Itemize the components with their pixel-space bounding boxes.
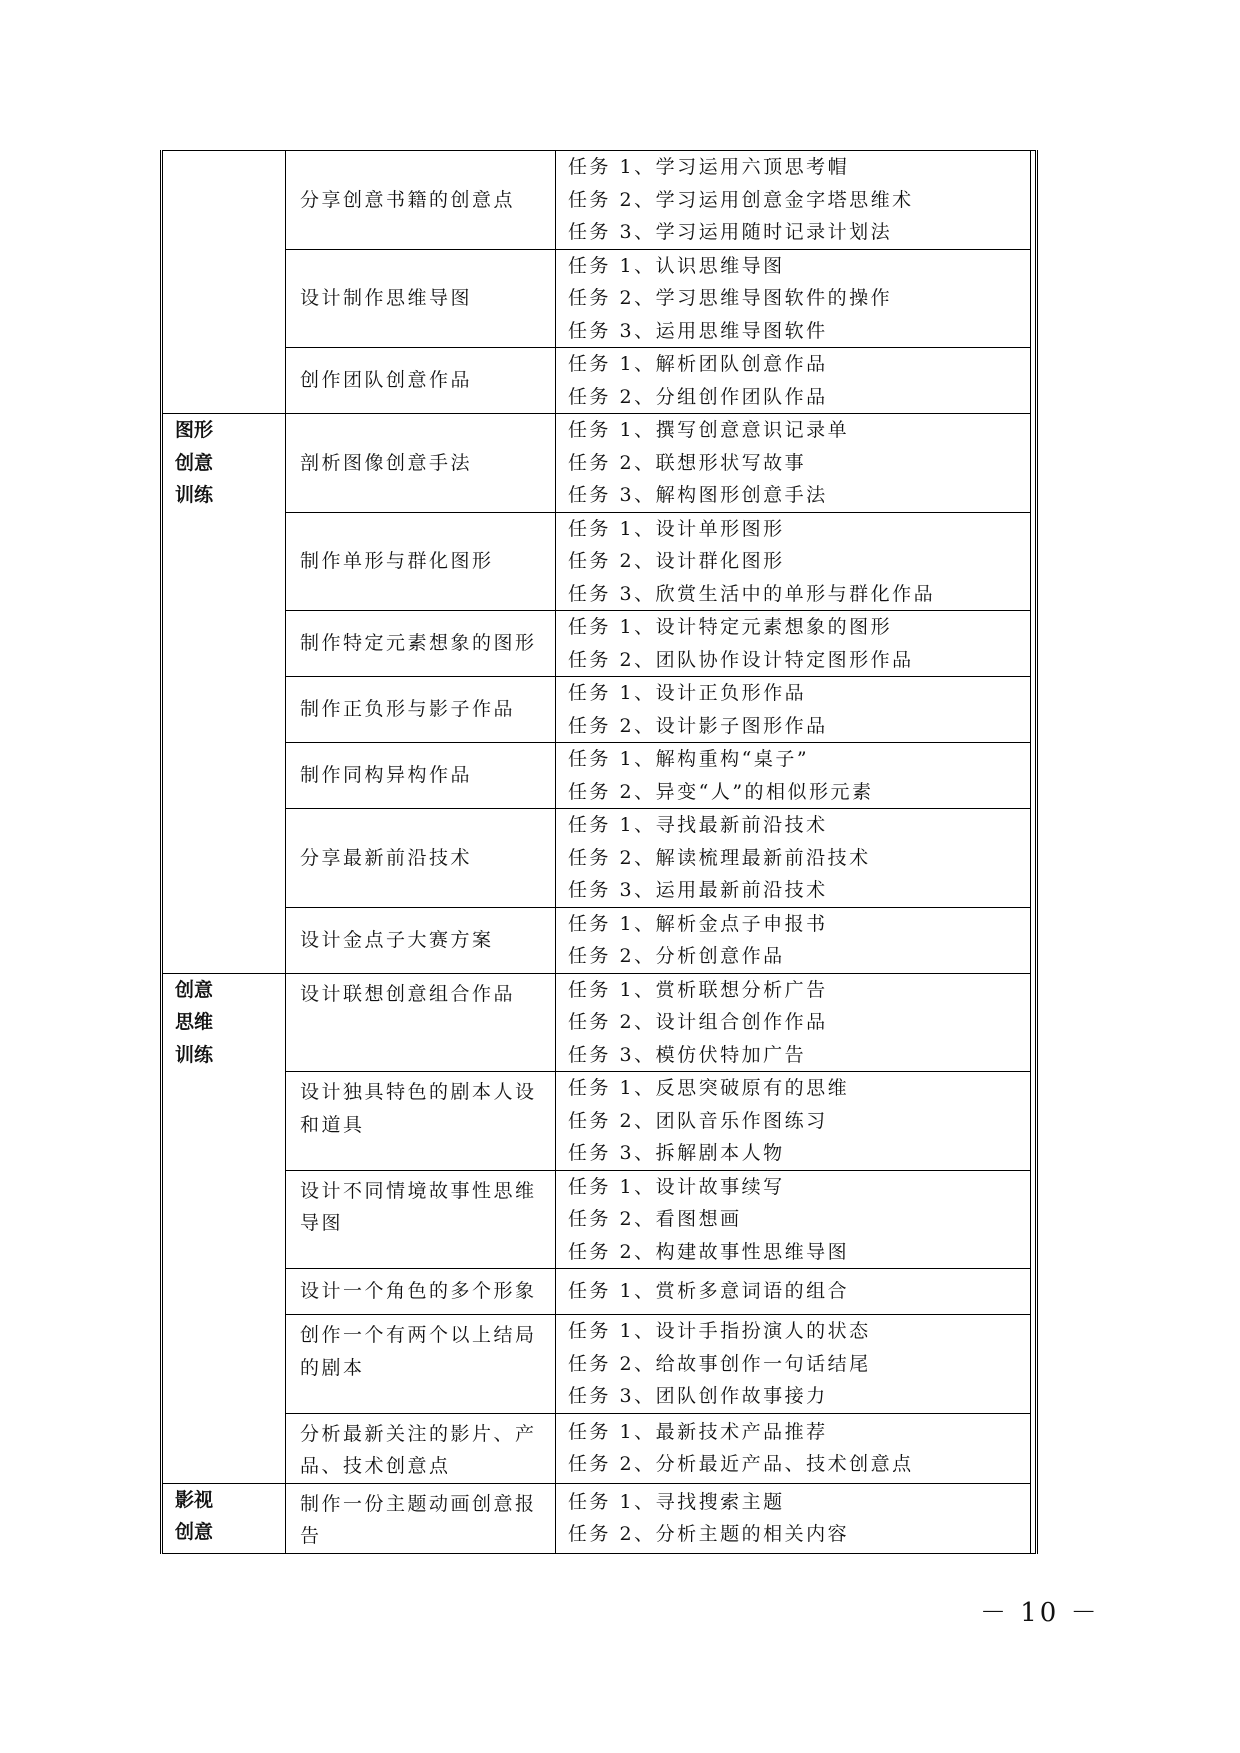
task-item: 任务 3、模仿伏特加广告 — [568, 1043, 807, 1066]
table-row — [162, 1170, 1037, 1269]
task-item: 任务 1、赏析联想分析广告 — [568, 978, 828, 1001]
table-row — [162, 1413, 1037, 1483]
project-name: 制作一份主题动画创意报告 — [300, 1492, 537, 1547]
tasks-cell — [556, 249, 1031, 348]
category-label: 创意 — [175, 1521, 214, 1543]
category-label: 创意 — [175, 451, 214, 474]
tasks-cell — [556, 414, 1031, 513]
project-cell — [286, 1269, 556, 1315]
tasks-cell — [556, 1315, 1031, 1414]
task-item: 任务 1、学习运用六顶思考帽 — [568, 156, 850, 178]
task-item: 任务 2、联想形状写故事 — [568, 451, 807, 474]
task-item: 任务 1、设计特定元素想象的图形 — [568, 616, 893, 638]
project-name: 分析最新关注的影片、产品、技术创意点 — [300, 1422, 537, 1477]
page-number: － 10 － — [980, 1598, 1100, 1628]
task-item: 任务 2、给故事创作一句话结尾 — [568, 1352, 871, 1375]
project-cell — [286, 973, 556, 1072]
project-cell — [286, 907, 556, 973]
task-item: 任务 1、寻找搜索主题 — [568, 1490, 785, 1513]
table-row — [162, 249, 1037, 348]
project-name: 分享创意书籍的创意点 — [300, 188, 516, 211]
project-name: 分享最新前沿技术 — [300, 846, 473, 869]
task-item: 任务 1、反思突破原有的思维 — [568, 1077, 850, 1099]
project-cell — [286, 1072, 556, 1171]
task-item: 任务 2、分组创作团队作品 — [568, 385, 828, 408]
category-label: 训练 — [175, 1043, 214, 1066]
table-row — [162, 809, 1037, 908]
project-name: 创作一个有两个以上结局的剧本 — [300, 1324, 537, 1379]
project-name: 设计金点子大赛方案 — [300, 928, 494, 951]
task-item: 任务 3、解构图形创意手法 — [568, 484, 828, 506]
curriculum-table — [160, 150, 1038, 1554]
project-name: 设计不同情境故事性思维导图 — [300, 1179, 537, 1234]
tasks-cell — [556, 1072, 1031, 1171]
table-row — [162, 611, 1037, 677]
tasks-cell — [556, 809, 1031, 908]
tasks-cell — [556, 1269, 1031, 1315]
category-cell — [162, 973, 286, 1483]
tasks-cell — [556, 348, 1031, 414]
category-label: 影视 — [175, 1488, 214, 1511]
task-item: 任务 1、认识思维导图 — [568, 254, 785, 277]
project-cell — [286, 1315, 556, 1414]
task-item: 任务 2、团队协作设计特定图形作品 — [568, 648, 914, 671]
table-row — [162, 1315, 1037, 1414]
task-item: 任务 2、设计组合创作作品 — [568, 1011, 828, 1033]
tasks-cell — [556, 1483, 1031, 1553]
category-label: 思维 — [175, 1011, 214, 1033]
category-cell — [162, 414, 286, 974]
project-cell — [286, 151, 556, 250]
project-cell — [286, 348, 556, 414]
tasks-cell — [556, 512, 1031, 611]
category-cell — [162, 151, 286, 414]
table-row — [162, 414, 1037, 513]
task-item: 任务 1、撰写创意意识记录单 — [568, 419, 850, 441]
task-item: 任务 1、寻找最新前沿技术 — [568, 814, 828, 836]
table-row — [162, 348, 1037, 414]
project-name: 创作团队创意作品 — [300, 369, 473, 392]
project-name: 制作单形与群化图形 — [300, 550, 494, 572]
task-item: 任务 1、设计正负形作品 — [568, 682, 807, 704]
project-cell — [286, 809, 556, 908]
task-item: 任务 1、设计故事续写 — [568, 1175, 785, 1198]
project-cell — [286, 611, 556, 677]
project-cell — [286, 1483, 556, 1553]
table-row — [162, 743, 1037, 809]
project-name: 剖析图像创意手法 — [300, 451, 473, 474]
blank-column — [1031, 151, 1037, 1554]
project-name: 设计独具特色的剧本人设和道具 — [300, 1081, 537, 1136]
project-cell — [286, 677, 556, 743]
project-cell — [286, 414, 556, 513]
task-item: 任务 2、分析最近产品、技术创意点 — [568, 1453, 914, 1475]
tasks-cell — [556, 1170, 1031, 1269]
project-name: 设计联想创意组合作品 — [300, 982, 516, 1005]
project-cell — [286, 1413, 556, 1483]
table-row — [162, 677, 1037, 743]
table-row — [162, 512, 1037, 611]
table-row — [162, 1072, 1037, 1171]
task-item: 任务 2、设计群化图形 — [568, 550, 785, 572]
tasks-cell — [556, 1413, 1031, 1483]
task-item: 任务 1、解析金点子申报书 — [568, 912, 828, 935]
task-item: 任务 1、赏析多意词语的组合 — [568, 1280, 850, 1303]
category-label: 创意 — [175, 978, 214, 1001]
project-name: 设计一个角色的多个形象 — [300, 1280, 537, 1303]
task-item: 任务 2、解读梳理最新前沿技术 — [568, 846, 871, 869]
tasks-cell — [556, 151, 1031, 250]
task-item: 任务 2、构建故事性思维导图 — [568, 1240, 850, 1263]
task-item: 任务 3、学习运用随时记录计划法 — [568, 221, 893, 243]
task-item: 任务 1、设计单形图形 — [568, 517, 785, 540]
task-item: 任务 3、运用思维导图软件 — [568, 319, 828, 342]
tasks-cell — [556, 907, 1031, 973]
task-item: 任务 1、解析团队创意作品 — [568, 353, 828, 375]
project-name: 制作特定元素想象的图形 — [300, 632, 537, 655]
project-name: 设计制作思维导图 — [300, 287, 473, 309]
table-row — [162, 973, 1037, 1072]
table-row — [162, 1269, 1037, 1315]
tasks-cell — [556, 973, 1031, 1072]
category-label: 图形 — [175, 419, 214, 441]
task-item: 任务 2、团队音乐作图练习 — [568, 1109, 828, 1132]
task-item: 任务 2、学习思维导图软件的操作 — [568, 287, 893, 309]
table-row — [162, 907, 1037, 973]
task-item: 任务 2、学习运用创意金字塔思维术 — [568, 188, 914, 211]
task-item: 任务 2、异变“人”的相似形元素 — [568, 780, 874, 803]
task-item: 任务 1、解构重构“桌子” — [568, 748, 810, 770]
project-name: 制作同构异构作品 — [300, 764, 473, 787]
task-item: 任务 3、拆解剧本人物 — [568, 1142, 785, 1164]
task-item: 任务 2、看图想画 — [568, 1208, 742, 1230]
project-cell — [286, 512, 556, 611]
task-item: 任务 3、欣赏生活中的单形与群化作品 — [568, 582, 936, 605]
task-item: 任务 2、分析创意作品 — [568, 945, 785, 967]
tasks-cell — [556, 743, 1031, 809]
project-cell — [286, 743, 556, 809]
category-cell — [162, 1483, 286, 1553]
table-row — [162, 151, 1037, 250]
task-item: 任务 2、分析主题的相关内容 — [568, 1523, 850, 1545]
project-name: 制作正负形与影子作品 — [300, 698, 516, 721]
task-item: 任务 1、设计手指扮演人的状态 — [568, 1320, 871, 1342]
task-item: 任务 3、运用最新前沿技术 — [568, 879, 828, 901]
project-cell — [286, 1170, 556, 1269]
tasks-cell — [556, 677, 1031, 743]
table-row — [162, 1483, 1037, 1553]
tasks-cell — [556, 611, 1031, 677]
project-cell — [286, 249, 556, 348]
task-item: 任务 3、团队创作故事接力 — [568, 1385, 828, 1407]
task-item: 任务 1、最新技术产品推荐 — [568, 1420, 828, 1443]
task-item: 任务 2、设计影子图形作品 — [568, 714, 828, 737]
category-label: 训练 — [175, 484, 214, 506]
